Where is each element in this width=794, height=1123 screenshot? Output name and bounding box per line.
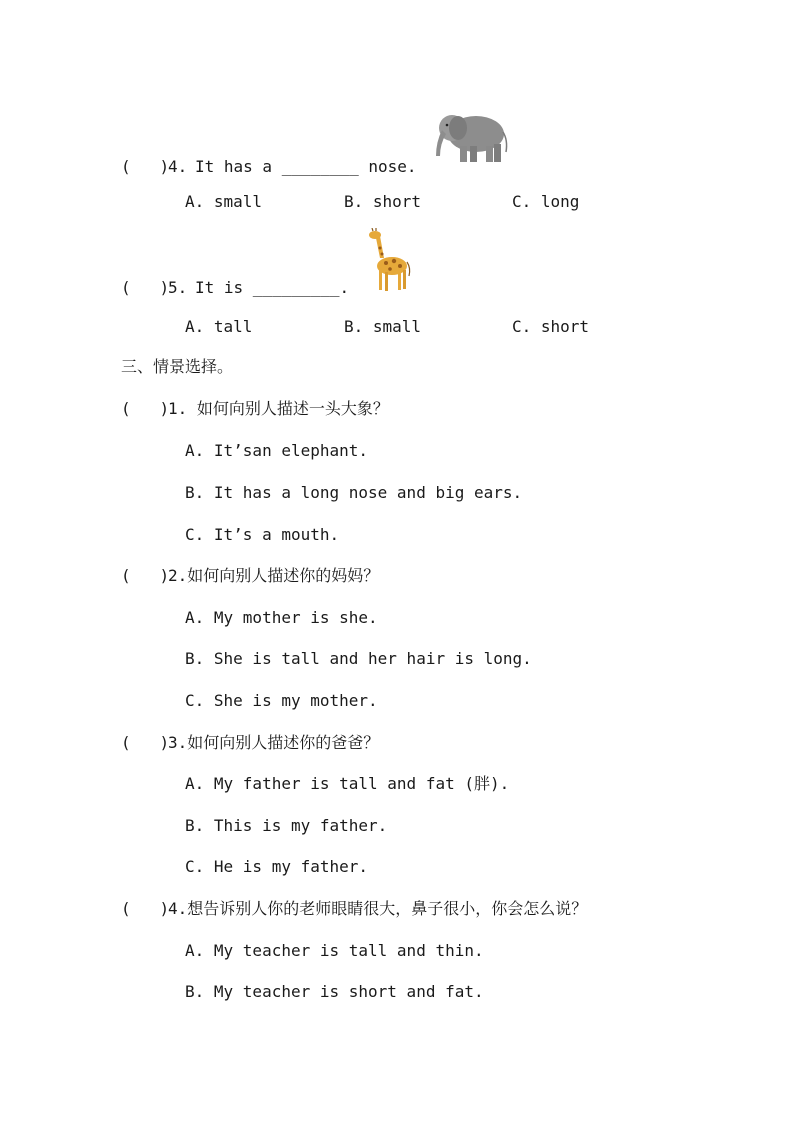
answer-bracket[interactable]: ( ) bbox=[121, 278, 170, 297]
question-stem: It has a ________ nose. bbox=[195, 157, 417, 176]
question-number: 5. bbox=[168, 278, 188, 297]
question-stem: 3.如何向别人描述你的爸爸？ bbox=[168, 733, 380, 752]
option-a[interactable]: A. My teacher is tall and thin. bbox=[185, 941, 484, 960]
answer-bracket[interactable]: ( ) bbox=[121, 733, 170, 752]
option-c[interactable]: C. long bbox=[512, 192, 580, 211]
option-a[interactable]: A. tall bbox=[185, 317, 253, 336]
option-a[interactable]: A. My mother is she. bbox=[185, 608, 378, 627]
option-b[interactable]: B. short bbox=[344, 192, 422, 211]
option-b[interactable]: B. She is tall and her hair is long. bbox=[185, 649, 532, 668]
option-b[interactable]: B. This is my father. bbox=[185, 816, 388, 835]
elephant-icon bbox=[430, 106, 510, 166]
option-c[interactable]: C. It’s a mouth. bbox=[185, 525, 340, 544]
answer-bracket[interactable]: ( ) bbox=[121, 899, 170, 918]
option-b[interactable]: B. It has a long nose and big ears. bbox=[185, 483, 523, 502]
option-a[interactable]: A. My father is tall and fat (胖). bbox=[185, 774, 510, 793]
option-c[interactable]: C. short bbox=[512, 317, 590, 336]
option-c[interactable]: C. He is my father. bbox=[185, 857, 369, 876]
answer-bracket[interactable]: ( ) bbox=[121, 157, 170, 176]
answer-bracket[interactable]: ( ) bbox=[121, 566, 170, 585]
question-number: 4. bbox=[168, 157, 188, 176]
option-b[interactable]: B. small bbox=[344, 317, 422, 336]
question-stem: 2.如何向别人描述你的妈妈？ bbox=[168, 566, 380, 585]
option-c[interactable]: C. She is my mother. bbox=[185, 691, 378, 710]
answer-bracket[interactable]: ( ) bbox=[121, 399, 170, 418]
option-b[interactable]: B. My teacher is short and fat. bbox=[185, 982, 484, 1001]
option-a[interactable]: A. It’san elephant. bbox=[185, 441, 369, 460]
question-stem: 1. 如何向别人描述一头大象？ bbox=[168, 399, 389, 418]
question-stem: It is _________. bbox=[195, 278, 350, 297]
option-a[interactable]: A. small bbox=[185, 192, 263, 211]
question-stem: 4.想告诉别人你的老师眼睛很大，鼻子很小，你会怎么说？ bbox=[168, 899, 588, 918]
giraffe-icon bbox=[364, 228, 414, 294]
section-heading: 三、情景选择。 bbox=[121, 357, 234, 376]
